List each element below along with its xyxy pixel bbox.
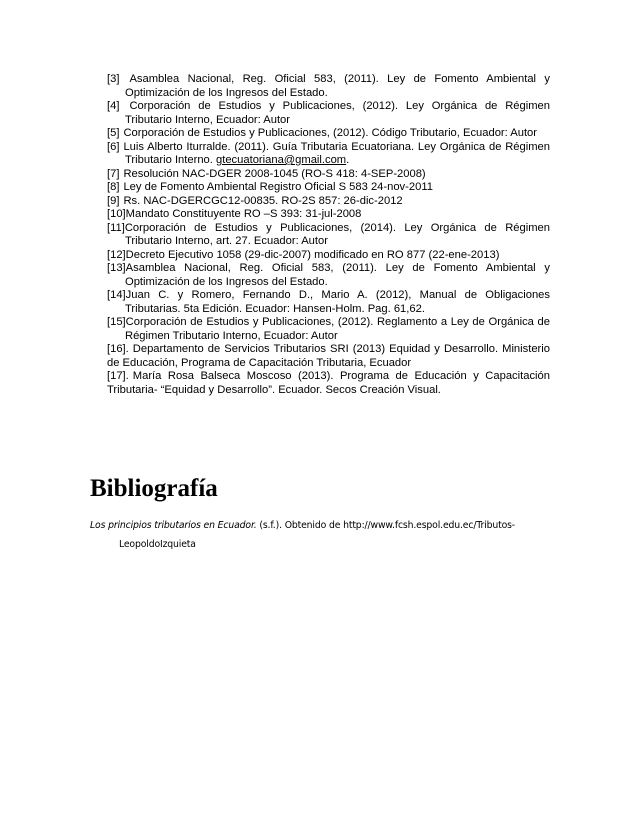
reference-text: Juan C. y Romero, Fernando D., Mario A. (2012), Manual de Obligaciones Tributarias. 5ta Edición. Ecuador: Hansen-Holm. Pag. 61,62. xyxy=(125,289,550,315)
bibliography-entry xyxy=(90,516,579,554)
reference-number: [15] xyxy=(107,316,126,328)
reference-item xyxy=(107,222,550,249)
reference-number: [3] xyxy=(107,73,120,85)
reference-number: [4] xyxy=(107,100,120,112)
reference-number: [7] xyxy=(107,167,120,180)
bibliography-heading: Bibliografía xyxy=(90,475,218,502)
reference-text: Resolución NAC-DGER 2008-1045 (RO-S 418: 4-SEP-2008) xyxy=(123,167,426,180)
reference-text: Corporación de Estudios y Publicaciones, (2012). Reglamento a Ley de Orgánica de Régimen Tributario Interno, Ecuador: Autor xyxy=(125,316,550,342)
reference-text: Asamblea Nacional, Reg. Oficial 583, (2011). Ley de Fomento Ambiental y Optimización de los Ingresos del Estado. xyxy=(125,73,550,99)
reference-item xyxy=(107,181,550,195)
reference-item xyxy=(107,316,550,343)
reference-number: [17]. xyxy=(107,370,129,382)
reference-text: Departamento de Servicios Tributarios SRI (2013) Equidad y Desarrollo. Ministerio de Educación, Programa de Capacitación Tributaria, Ecuador xyxy=(107,343,550,369)
bibliography-entry-title: Los principios tributarios en Ecuador. xyxy=(90,520,257,531)
reference-number: [8] xyxy=(107,181,120,193)
reference-item xyxy=(107,73,550,100)
reference-item xyxy=(107,370,550,397)
reference-item xyxy=(107,289,550,316)
reference-text-end: . xyxy=(346,154,350,166)
reference-number: [9] xyxy=(107,194,120,207)
reference-number: [6] xyxy=(107,140,120,153)
reference-item xyxy=(107,343,550,370)
reference-item xyxy=(107,208,550,222)
reference-number: [16]. xyxy=(107,343,129,355)
reference-number: [12] xyxy=(107,248,126,261)
reference-item xyxy=(107,100,550,127)
references-list xyxy=(107,73,550,397)
reference-text: Decreto Ejecutivo 1058 (29-dic-2007) modificado en RO 877 (22-ene-2013) xyxy=(125,248,500,261)
reference-text: Ley de Fomento Ambiental Registro Oficial S 583 24-nov-2011 xyxy=(123,181,433,193)
reference-text: Corporación de Estudios y Publicaciones, (2012). Código Tributario, Ecuador: Autor xyxy=(123,127,537,139)
reference-item xyxy=(107,249,550,263)
reference-text: Mandato Constituyente RO –S 393: 31-jul-2008 xyxy=(125,208,362,220)
reference-number: [11] xyxy=(107,221,125,234)
reference-text: María Rosa Balseca Moscoso (2013). Programa de Educación y Capacitación Tributaria- “Equidad y Desarrollo”. Ecuador. Secos Creación Visual. xyxy=(107,370,550,396)
reference-item xyxy=(107,195,550,209)
reference-text: Rs. NAC-DGERCGC12-00835. RO-2S 857: 26-dic-2012 xyxy=(123,194,403,207)
reference-number: [5] xyxy=(107,127,120,139)
reference-text: Corporación de Estudios y Publicaciones, (2012). Ley Orgánica de Régimen Tributario Interno, Ecuador: Autor xyxy=(125,100,550,126)
reference-number: [10] xyxy=(107,208,126,220)
reference-item xyxy=(107,127,550,141)
reference-item xyxy=(107,262,550,289)
reference-text: Corporación de Estudios y Publicaciones, (2014). Ley Orgánica de Régimen Tributario Interno, art. 27. Ecuador: Autor xyxy=(124,221,550,247)
reference-item xyxy=(107,168,550,182)
reference-item xyxy=(107,141,550,168)
reference-number: [14] xyxy=(107,289,126,301)
reference-text: Asamblea Nacional, Reg. Oficial 583, (2011). Ley de Fomento Ambiental y Optimización de los Ingresos del Estado. xyxy=(125,262,550,288)
reference-text: Luis Alberto Iturralde. (2011). Guía Tributaria Ecuatoriana. Ley Orgánica de Régimen Tributario Interno. xyxy=(123,140,550,166)
bibliography-entry-source: (s.f.). Obtenido de http://www.fcsh.espol.edu.ec/Tributos-LeopoldoIzquieta xyxy=(119,520,516,550)
reference-number: [13] xyxy=(107,262,126,274)
email-link[interactable]: gtecuatoriana@gmail.com xyxy=(216,154,347,166)
